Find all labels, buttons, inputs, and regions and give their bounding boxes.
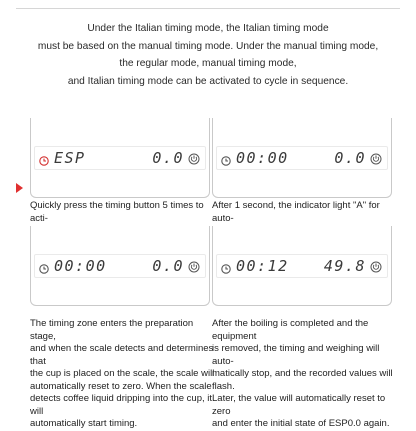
clock-icon — [39, 261, 49, 271]
scale-display — [34, 146, 206, 170]
intro-line: and Italian timing mode can be activated to cycle in sequence. — [67, 75, 349, 87]
intro-text — [20, 20, 396, 90]
scale-panel-complete — [212, 226, 392, 306]
power-icon — [188, 152, 200, 164]
scale-display — [216, 254, 388, 278]
timer-readout: 00:12 — [236, 257, 289, 275]
weight-readout: 49.8 — [323, 257, 366, 275]
clock-icon — [221, 153, 231, 163]
intro-line: must be based on the manual timing mode. Under the manual timing mode, — [37, 40, 379, 52]
top-divider — [16, 8, 400, 9]
scale-panel-preparation — [30, 226, 210, 306]
desc-line: and enter the initial state of ESP0.0 again. — [212, 418, 390, 429]
scale-panel-ready — [212, 118, 392, 198]
weight-readout: 0.0 — [334, 149, 366, 167]
desc-line: is removed, the timing and weighing will auto- — [212, 343, 380, 367]
intro-line: the regular mode, manual timing mode, — [119, 58, 297, 69]
scale-panel-esp — [30, 118, 210, 198]
desc-line: automatically start timing. — [30, 418, 138, 429]
desc-line: and when the scale detects and determines that — [30, 343, 214, 367]
scale-display — [34, 254, 206, 278]
desc-line: matically stop, and the recorded values will flash. — [212, 368, 393, 392]
clock-icon — [39, 153, 49, 163]
desc-line: Later, the value will automatically reset to zero — [212, 393, 386, 417]
timer-readout: ESP — [54, 149, 86, 167]
scale-display — [216, 146, 388, 170]
clock-icon — [221, 261, 231, 271]
weight-readout: 0.0 — [152, 149, 184, 167]
power-icon — [370, 152, 382, 164]
intro-line: Under the Italian timing mode, the Italian timing mode — [87, 23, 329, 34]
desc-line: The timing zone enters the preparation stage, — [30, 318, 194, 342]
panel-description — [212, 318, 398, 431]
red-pointer-arrow-icon — [16, 183, 23, 193]
power-icon — [370, 260, 382, 272]
desc-line: After 1 second, the indicator light "A" for auto- — [212, 200, 380, 224]
desc-line: detects coffee liquid dripping into the cup, it will — [30, 393, 213, 417]
timer-readout: 00:00 — [236, 149, 289, 167]
desc-line: Quickly press the timing button 5 times to acti- — [30, 200, 204, 224]
panel-description — [30, 318, 216, 431]
desc-line: the cup is placed on the scale, the scale will — [30, 368, 215, 379]
desc-line: After the boiling is completed and the equipment — [212, 318, 369, 342]
power-icon — [188, 260, 200, 272]
timer-readout: 00:00 — [54, 257, 107, 275]
desc-line: automatically reset to zero. When the scale — [30, 380, 212, 392]
weight-readout: 0.0 — [152, 257, 184, 275]
